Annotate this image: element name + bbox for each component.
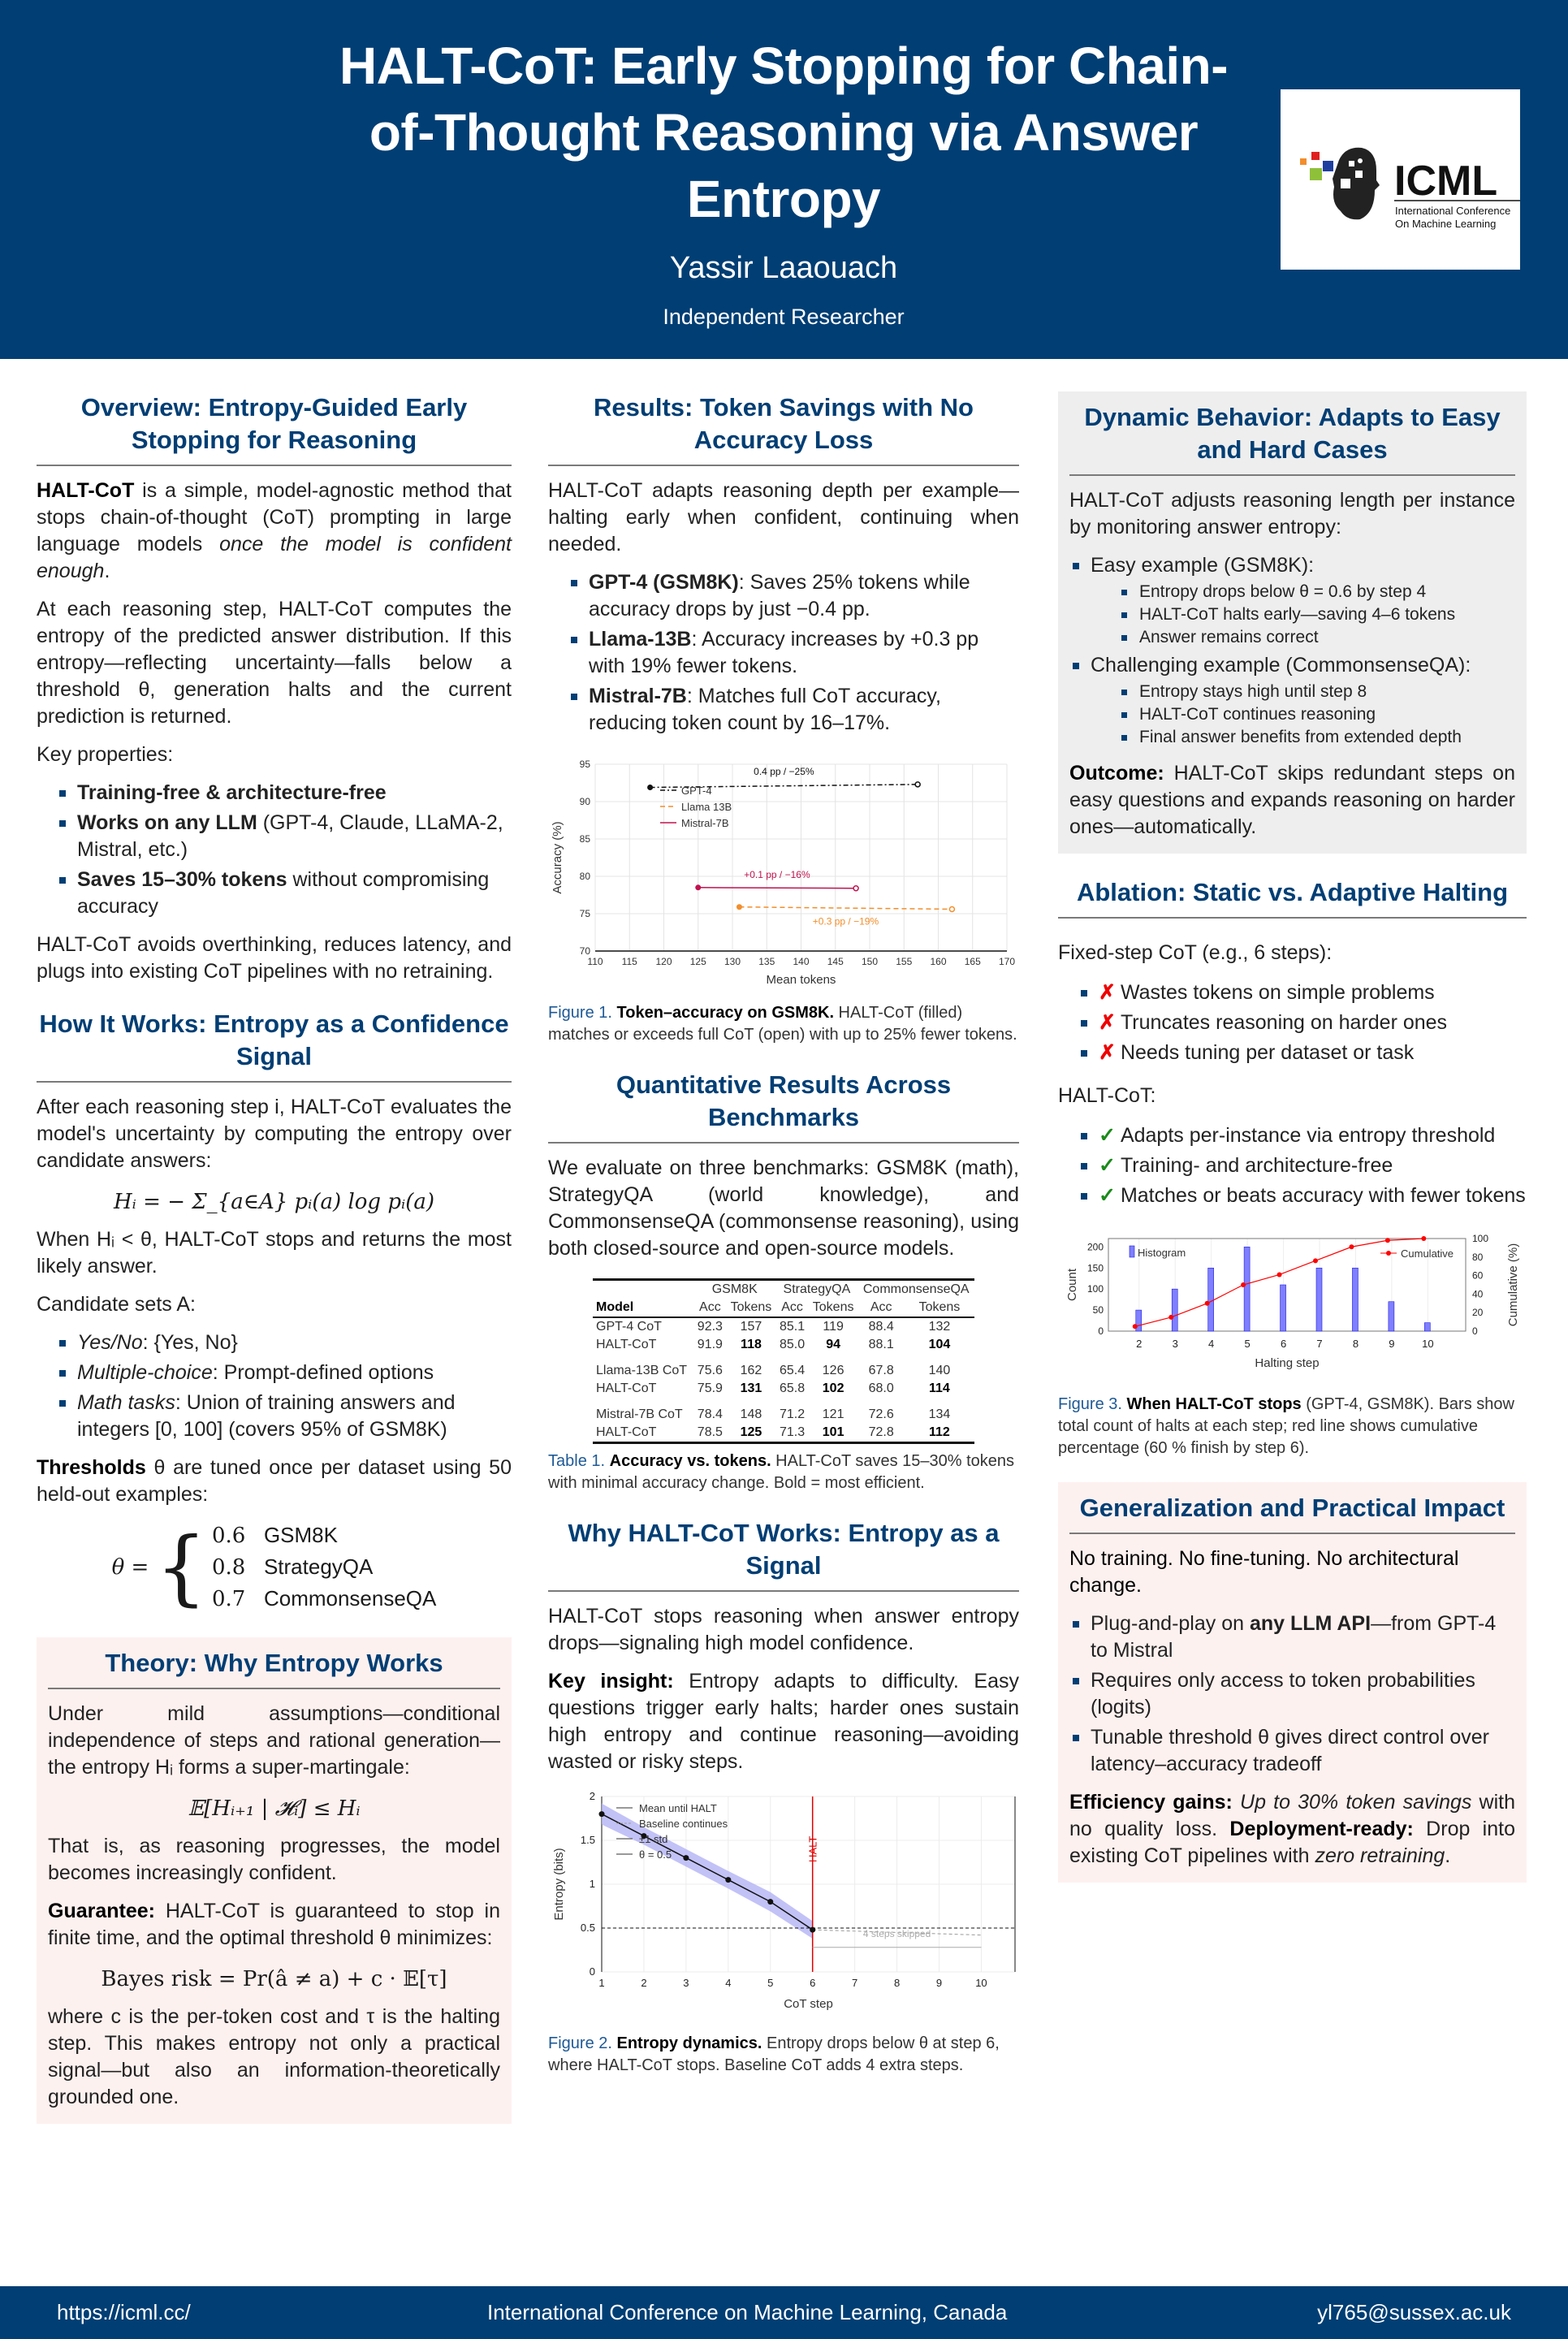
- list-item: Mistral-7B: Matches full CoT accuracy, reducing token count by 16–17%.: [571, 683, 1019, 737]
- outcome-paragraph: Outcome: HALT-CoT skips redundant steps on easy questions and expands reasoning on harder ones—automatically.: [1069, 762, 1515, 838]
- table-cell: 131: [740, 1381, 762, 1395]
- y-tick-label: 0: [589, 1965, 595, 1978]
- halt-point: [736, 904, 742, 910]
- efficiency-paragraph: Efficiency gains: Up to 30% token savings with no quality loss. Deployment-ready: Drop into existing CoT pipelines with zero retraining.: [1069, 1791, 1515, 1867]
- model-cell: HALT-CoT: [596, 1381, 657, 1395]
- group-header: StrategyQA: [783, 1282, 851, 1296]
- y-tick-label: 0: [1098, 1325, 1104, 1337]
- halt-label: HALT: [806, 1835, 819, 1862]
- how-paragraph-1: After each reasoning step i, HALT-CoT evaluates the model's uncertainty by computing the entropy over candidate answers:: [37, 1096, 512, 1172]
- entropy-formula: Hᵢ = − Σ_{a∈A} pᵢ(a) log pᵢ(a): [114, 1190, 434, 1214]
- table-cell: 140: [928, 1364, 951, 1377]
- histogram-bar: [1389, 1302, 1394, 1331]
- full-cot-point: [853, 886, 858, 891]
- legend-label: θ = 0.5: [639, 1848, 672, 1861]
- how-paragraph-2: When Hᵢ < θ, HALT-CoT stops and returns the most likely answer.: [37, 1228, 512, 1278]
- list-item: Requires only access to token probabilities (logits): [1073, 1667, 1515, 1721]
- list-item: Saves 15–30% tokens without compromising accuracy: [59, 867, 512, 920]
- model-cell: HALT-CoT: [596, 1425, 657, 1439]
- section-overview: [37, 391, 512, 985]
- threshold-row: 0.6 GSM8K: [211, 1523, 338, 1548]
- sub-item: Entropy stays high until step 8: [1121, 681, 1515, 703]
- ablation-heading: Ablation: Static vs. Adaptive Halting: [1058, 876, 1527, 919]
- y-axis-label: Accuracy (%): [551, 821, 564, 894]
- legend-label: Mean until HALT: [639, 1802, 717, 1814]
- x-tick-label: 170: [998, 956, 1016, 967]
- theory-paragraph-3: where c is the per-token cost and τ is the halting step. This makes entropy not only a practical signal—but also an information-theoretically grounded one.: [48, 2005, 500, 2108]
- x-tick-label: 4: [725, 1977, 732, 1989]
- theory-paragraph-1: Under mild assumptions—conditional independence of steps and rational generation—the entropy Hᵢ forms a super-martingale:: [48, 1702, 500, 1779]
- cumulative-point: [1385, 1238, 1390, 1243]
- x-tick-label: 8: [893, 1977, 901, 1989]
- x-tick-label: 150: [861, 956, 879, 967]
- cross-icon: ✗: [1099, 981, 1116, 1004]
- why-paragraph: HALT-CoT stops reasoning when answer entropy drops—signaling high model confidence.: [548, 1605, 1019, 1654]
- y-tick-label: 95: [579, 759, 590, 770]
- table-cell: 162: [740, 1364, 762, 1377]
- threshold-row: 0.8 StrategyQA: [211, 1554, 374, 1580]
- col-header: Tokens: [730, 1300, 772, 1314]
- thresholds-paragraph: Thresholds θ are tuned once per dataset using 50 held-out examples:: [37, 1456, 512, 1506]
- table-row: [593, 1406, 974, 1424]
- column-left: [37, 391, 512, 2147]
- list-item: Challenging example (CommonsenseQA): Entropy stays high until step 8 HALT-CoT continues reasoning Final answer benefits from extended depth: [1073, 652, 1515, 749]
- results-list: [571, 569, 1019, 737]
- table-cell: 118: [741, 1338, 762, 1351]
- halt-point: [647, 785, 653, 790]
- histogram-bar: [1352, 1268, 1358, 1331]
- list-item: Training-free & architecture-free: [59, 780, 512, 806]
- data-annotation: +0.3 pp / −19%: [812, 915, 879, 927]
- y2-tick-label: 20: [1472, 1307, 1484, 1319]
- sub-item: Entropy drops below θ = 0.6 by step 4: [1121, 581, 1515, 603]
- y-tick-label: 0.5: [580, 1922, 595, 1934]
- y2-tick-label: 80: [1472, 1251, 1484, 1263]
- section-generalization: [1058, 1482, 1527, 1883]
- table-cell: 71.3: [779, 1425, 806, 1439]
- col-header: Tokens: [812, 1300, 854, 1314]
- theory-paragraph-2: That is, as reasoning progresses, the model becomes increasingly confident.: [48, 1835, 500, 1884]
- quant-paragraph: We evaluate on three benchmarks: GSM8K (math), StrategyQA (world knowledge), and CommonsenseQA (commonsense reasoning), using both closed-source and open-source models.: [548, 1157, 1019, 1260]
- list-item: ✓ Matches or beats accuracy with fewer tokens: [1081, 1182, 1527, 1209]
- x-tick-label: 7: [1316, 1338, 1323, 1350]
- table-cell: 92.3: [697, 1320, 723, 1334]
- model-cell: HALT-CoT: [596, 1338, 657, 1351]
- x-tick-label: 3: [1172, 1338, 1178, 1350]
- general-list: [1073, 1610, 1515, 1778]
- y-tick-label: 1.5: [580, 1834, 595, 1846]
- table-cell: 148: [740, 1407, 762, 1421]
- y-tick-label: 85: [579, 833, 590, 845]
- legend-label: Mistral-7B: [681, 817, 729, 829]
- cross-icon: ✗: [1099, 1041, 1116, 1064]
- x-tick-label: 10: [975, 1977, 987, 1989]
- mean-point: [683, 1855, 689, 1861]
- sub-item: HALT-CoT halts early—saving 4–6 tokens: [1121, 603, 1515, 626]
- icml-logo: [1281, 89, 1520, 270]
- table-cell: 85.1: [779, 1320, 806, 1334]
- table-cell: 112: [929, 1425, 950, 1439]
- table-cell: 157: [740, 1320, 762, 1334]
- cumulative-point: [1313, 1258, 1318, 1263]
- group-header: CommonsenseQA: [862, 1282, 970, 1296]
- check-icon: ✓: [1099, 1124, 1116, 1147]
- x-tick-label: 9: [1389, 1338, 1395, 1350]
- table-row: [593, 1380, 974, 1406]
- table-row: [593, 1336, 974, 1362]
- x-tick-label: 135: [758, 956, 775, 967]
- data-annotation: +0.1 pp / −16%: [744, 868, 810, 880]
- key-properties-label: Key properties:: [37, 743, 174, 766]
- x-tick-label: 6: [810, 1977, 816, 1989]
- y-tick-label: 50: [1092, 1304, 1104, 1316]
- halt-cot-label: HALT-CoT:: [1058, 1084, 1156, 1107]
- table-cell: 65.4: [779, 1364, 806, 1377]
- list-item: Easy example (GSM8K): Entropy drops below θ = 0.6 by step 4 HALT-CoT halts early—saving 4–6 tokens Answer remains correct: [1073, 552, 1515, 649]
- column-middle: [548, 391, 1019, 2099]
- legend-label: Baseline continues: [639, 1818, 728, 1830]
- table-cell: 121: [822, 1407, 844, 1421]
- dynamic-paragraph: HALT-CoT adjusts reasoning length per instance by monitoring answer entropy:: [1069, 489, 1515, 538]
- section-dynamic: [1058, 391, 1527, 854]
- data-annotation: 0.4 pp / −25%: [754, 765, 814, 777]
- table-cell: 88.4: [868, 1320, 894, 1334]
- dynamic-heading: Dynamic Behavior: Adapts to Easy and Hard Cases: [1069, 401, 1515, 476]
- column-right: [1058, 391, 1527, 1905]
- general-heading: Generalization and Practical Impact: [1069, 1492, 1515, 1534]
- model-cell: Llama-13B CoT: [596, 1364, 688, 1377]
- svg-text:On Machine Learning: On Machine Learning: [1395, 218, 1497, 230]
- y-tick-label: 2: [589, 1790, 595, 1802]
- x-tick-label: 145: [827, 956, 844, 967]
- table-cell: 134: [928, 1407, 951, 1421]
- check-icon: ✓: [1099, 1184, 1116, 1207]
- table-cell: 101: [822, 1425, 844, 1439]
- results-paragraph: HALT-CoT adapts reasoning depth per example—halting early when confident, continuing when needed.: [548, 479, 1019, 556]
- why-heading: Why HALT-CoT Works: Entropy as a Signal: [548, 1517, 1019, 1592]
- x-tick-label: 165: [964, 956, 981, 967]
- x-axis-label: Mean tokens: [766, 973, 836, 987]
- mean-point: [810, 1927, 815, 1933]
- x-tick-label: 6: [1280, 1338, 1287, 1350]
- dynamic-list: [1073, 552, 1515, 749]
- legend-label: Cumulative: [1401, 1247, 1454, 1260]
- overview-paragraph-1: HALT-CoT is a simple, model-agnostic method that stops chain-of-thought (CoT) prompting in large language models once the model is confident enough.: [37, 479, 512, 582]
- section-why: [548, 1517, 1019, 2077]
- poster-footer: [0, 2286, 1568, 2339]
- table-cell: 72.6: [868, 1407, 894, 1421]
- figure-1-caption: Figure 1. Token–accuracy on GSM8K. HALT-CoT (filled) matches or exceeds full CoT (open) with up to 25% fewer tokens.: [548, 1004, 1017, 1044]
- x-tick-label: 7: [852, 1977, 858, 1989]
- list-item: ✓ Training- and architecture-free: [1081, 1152, 1527, 1179]
- table-cell: 104: [928, 1338, 951, 1351]
- mean-point: [767, 1899, 773, 1904]
- list-item: ✗ Needs tuning per dataset or task: [1081, 1040, 1527, 1066]
- model-cell: Mistral-7B CoT: [596, 1407, 683, 1421]
- y2-tick-label: 100: [1472, 1233, 1489, 1244]
- x-tick-label: 8: [1352, 1338, 1359, 1350]
- overview-heading: Overview: Entropy-Guided Early Stopping for Reasoning: [37, 391, 512, 466]
- section-ablation: [1058, 876, 1527, 1459]
- col-header: Acc: [781, 1300, 803, 1314]
- cumulative-point: [1133, 1324, 1138, 1329]
- table-cell: 68.0: [868, 1381, 894, 1395]
- table-cell: 65.8: [779, 1381, 806, 1395]
- table-cell: 125: [740, 1425, 762, 1439]
- fixed-step-label: Fixed-step CoT (e.g., 6 steps):: [1058, 941, 1333, 964]
- candidate-sets-label: Candidate sets A:: [37, 1293, 196, 1316]
- table-row: [593, 1317, 974, 1336]
- results-table: [593, 1278, 974, 1444]
- table-cell: 85.0: [779, 1338, 806, 1351]
- affiliation: Independent Researcher: [663, 305, 905, 329]
- x-tick-label: 115: [621, 956, 637, 967]
- y-tick-label: 70: [579, 945, 590, 957]
- table-cell: 75.6: [697, 1364, 723, 1377]
- general-lead: No training. No fine-tuning. No architectural change.: [1069, 1547, 1459, 1597]
- x-tick-label: 120: [655, 956, 672, 967]
- legend-swatch: [1386, 1251, 1391, 1256]
- poster-title: HALT-CoT: Early Stopping for Chain-of-Thought Reasoning via Answer Entropy: [339, 37, 1229, 228]
- y-axis-label: Count: [1065, 1268, 1079, 1302]
- x-tick-label: 4: [1208, 1338, 1215, 1350]
- series-line: [739, 907, 952, 910]
- how-heading: How It Works: Entropy as a Confidence Signal: [37, 1008, 512, 1083]
- icml-logo-icon: [1281, 89, 1520, 270]
- list-item: ✗ Truncates reasoning on harder ones: [1081, 1010, 1527, 1036]
- list-item: Plug-and-play on any LLM API—from GPT-4 to Mistral: [1073, 1610, 1515, 1664]
- col-header: Acc: [699, 1300, 721, 1314]
- cumulative-point: [1241, 1282, 1246, 1287]
- table-cell: 119: [823, 1320, 844, 1334]
- quant-heading: Quantitative Results Across Benchmarks: [548, 1069, 1019, 1144]
- list-item: Tunable threshold θ gives direct control over latency–accuracy tradeoff: [1073, 1724, 1515, 1778]
- x-tick-label: 5: [767, 1977, 774, 1989]
- footer-conference: International Conference on Machine Learning, Canada: [487, 2300, 1008, 2324]
- x-tick-label: 1: [598, 1977, 605, 1989]
- table-cell: 132: [928, 1320, 951, 1334]
- threshold-cases: θ = { 0.6 GSM8K 0.8 StrategyQA 0.7 CommonsenseQA: [111, 1519, 437, 1615]
- svg-text:ICML: ICML: [1394, 158, 1498, 205]
- y2-tick-label: 0: [1472, 1325, 1478, 1337]
- figure-2-chart: [548, 1787, 1019, 2022]
- check-icon: ✓: [1099, 1154, 1116, 1177]
- legend-label: GPT-4: [681, 785, 712, 797]
- figure-3-caption: Figure 3. When HALT-CoT stops (GPT-4, GSM8K). Bars show total count of halts at each step; red line shows cumulative percentage (60 % finish by step 6).: [1058, 1395, 1514, 1457]
- group-header: GSM8K: [711, 1282, 758, 1296]
- overview-paragraph-2: At each reasoning step, HALT-CoT computes the entropy of the predicted answer distribution. If this entropy—reflecting uncertainty—falls below a threshold θ, generation halts and the current prediction is returned.: [37, 598, 512, 728]
- table-cell: 126: [822, 1364, 844, 1377]
- x-tick-label: 10: [1422, 1338, 1434, 1350]
- author-name: Yassir Laaouach: [669, 251, 898, 285]
- candidate-sets-list: [59, 1329, 512, 1443]
- table-cell: 88.1: [868, 1338, 894, 1351]
- x-tick-label: 2: [641, 1977, 647, 1989]
- sub-item: Answer remains correct: [1121, 626, 1515, 649]
- threshold-row: 0.7 CommonsenseQA: [211, 1586, 437, 1611]
- histogram-bar: [1172, 1289, 1177, 1331]
- x-tick-label: 3: [683, 1977, 689, 1989]
- y-tick-label: 1: [589, 1878, 595, 1890]
- x-tick-label: 160: [930, 956, 947, 967]
- section-theory: [37, 1637, 512, 2124]
- histogram-bar: [1424, 1323, 1430, 1331]
- legend-label: Histogram: [1138, 1247, 1186, 1259]
- list-item: Works on any LLM (GPT-4, Claude, LLaMA-2, Mistral, etc.): [59, 810, 512, 863]
- cumulative-point: [1349, 1244, 1354, 1249]
- model-cell: GPT-4 CoT: [596, 1320, 662, 1334]
- figure-2-caption: Figure 2. Entropy dynamics. Entropy drops below θ at step 6, where HALT-CoT stops. Baseline CoT adds 4 extra steps.: [548, 2034, 1000, 2074]
- footer-email-link[interactable]: yl765@sussex.ac.uk: [1317, 2300, 1511, 2324]
- table-cell: 71.2: [779, 1407, 806, 1421]
- x-axis-label: Halting step: [1255, 1356, 1320, 1370]
- legend-swatch: [1130, 1246, 1134, 1257]
- cumulative-point: [1168, 1315, 1173, 1320]
- list-item: Llama-13B: Accuracy increases by +0.3 pp with 19% fewer tokens.: [571, 626, 1019, 680]
- x-tick-label: 110: [587, 956, 603, 967]
- section-how-it-works: [37, 1008, 512, 1615]
- cross-icon: ✗: [1099, 1011, 1116, 1034]
- overview-paragraph-3: HALT-CoT avoids overthinking, reduces latency, and plugs into existing CoT pipelines with no retraining.: [37, 933, 512, 983]
- y-tick-label: 150: [1086, 1262, 1104, 1274]
- histogram-bar: [1316, 1268, 1322, 1331]
- x-tick-label: 9: [935, 1977, 943, 1989]
- footer-url-link[interactable]: https://icml.cc/: [57, 2300, 191, 2324]
- sub-item: HALT-CoT continues reasoning: [1121, 703, 1515, 726]
- figure-3-chart: [1058, 1221, 1527, 1383]
- x-tick-label: 130: [724, 956, 741, 967]
- y-tick-label: 75: [579, 908, 590, 919]
- list-item: GPT-4 (GSM8K): Saves 25% tokens while accuracy drops by just −0.4 pp.: [571, 569, 1019, 623]
- table-cell: 75.9: [697, 1381, 723, 1395]
- y-tick-label: 90: [579, 796, 590, 807]
- x-tick-label: 140: [793, 956, 810, 967]
- x-axis-label: CoT step: [784, 1997, 833, 2011]
- cumulative-point: [1277, 1272, 1282, 1277]
- list-item: Yes/No: {Yes, No}: [59, 1329, 512, 1356]
- key-properties-list: [59, 780, 512, 920]
- table-cell: 78.4: [697, 1407, 723, 1421]
- x-tick-label: 5: [1244, 1338, 1251, 1350]
- table-cell: 91.9: [697, 1338, 723, 1351]
- x-tick-label: 155: [896, 956, 913, 967]
- legend-label: Llama 13B: [681, 801, 732, 813]
- full-cot-point: [949, 906, 954, 911]
- table-cell: 67.8: [868, 1364, 894, 1377]
- list-item: ✗ Wastes tokens on simple problems: [1081, 979, 1527, 1006]
- table-1-caption: Table 1. Accuracy vs. tokens. HALT-CoT saves 15–30% tokens with minimal accuracy change. Bold = most efficient.: [548, 1452, 1015, 1492]
- full-cot-point: [915, 782, 920, 787]
- section-quantitative: [548, 1069, 1019, 1494]
- cumulative-point: [1421, 1236, 1426, 1241]
- histogram-bar: [1208, 1268, 1214, 1331]
- figure-1-chart: [548, 748, 1019, 992]
- y2-tick-label: 40: [1472, 1288, 1484, 1300]
- list-item: ✓ Adapts per-instance via entropy threshold: [1081, 1122, 1527, 1149]
- table-row: [593, 1424, 974, 1443]
- y2-axis-label: Cumulative (%): [1506, 1243, 1520, 1327]
- table-cell: 102: [822, 1381, 844, 1395]
- mean-point: [725, 1877, 731, 1883]
- list-item: Multiple-choice: Prompt-defined options: [59, 1360, 512, 1386]
- y-tick-label: 200: [1086, 1241, 1104, 1253]
- y-axis-label: Entropy (bits): [552, 1848, 566, 1921]
- table-cell: 94: [826, 1338, 841, 1351]
- guarantee-paragraph: Guarantee: HALT-CoT is guaranteed to stop in finite time, and the optimal threshold θ minimizes:: [48, 1900, 500, 1949]
- y-tick-label: 100: [1086, 1283, 1104, 1295]
- histogram-bar: [1281, 1285, 1286, 1331]
- halt-point: [695, 884, 701, 890]
- col-header: Acc: [870, 1300, 892, 1314]
- x-tick-label: 125: [689, 956, 706, 967]
- fixed-step-list: [1081, 979, 1527, 1066]
- sub-item: Final answer benefits from extended depth: [1121, 726, 1515, 749]
- y2-tick-label: 60: [1472, 1269, 1484, 1282]
- table-cell: 114: [929, 1381, 950, 1395]
- brace-icon: {: [155, 1519, 207, 1615]
- histogram-bar: [1244, 1247, 1250, 1331]
- bayes-risk-formula: Bayes risk = Pr(â ≠ a) + c · 𝔼[τ]: [101, 1967, 447, 1991]
- results-heading: Results: Token Savings with No Accuracy Loss: [548, 391, 1019, 466]
- table-row: [593, 1362, 974, 1380]
- list-item: Math tasks: Union of training answers and integers [0, 100] (covers 95% of GSM8K): [59, 1390, 512, 1443]
- supermartingale-formula: 𝔼[Hᵢ₊₁ | 𝓗ᵢ] ≤ Hᵢ: [188, 1796, 361, 1821]
- table-cell: 78.5: [697, 1425, 723, 1439]
- table-cell: 72.8: [868, 1425, 894, 1439]
- y-tick-label: 80: [579, 871, 590, 882]
- section-results: [548, 391, 1019, 1046]
- halt-cot-list: [1081, 1122, 1527, 1209]
- poster-header: [0, 0, 1568, 359]
- mean-point: [599, 1811, 605, 1817]
- svg-text:International Conference: International Conference: [1395, 205, 1511, 217]
- cumulative-point: [1205, 1301, 1210, 1306]
- theory-heading: Theory: Why Entropy Works: [48, 1647, 500, 1689]
- key-insight-paragraph: Key insight: Entropy adapts to difficulty. Easy questions trigger early halts; harder ones sustain high entropy and continue reasoning—avoiding wasted or risky steps.: [548, 1670, 1019, 1773]
- model-header: Model: [596, 1300, 634, 1314]
- col-header: Tokens: [918, 1300, 961, 1314]
- x-tick-label: 2: [1136, 1338, 1143, 1350]
- skip-label: 4 steps skipped: [862, 1927, 931, 1939]
- legend-label: ±1 std: [639, 1833, 668, 1845]
